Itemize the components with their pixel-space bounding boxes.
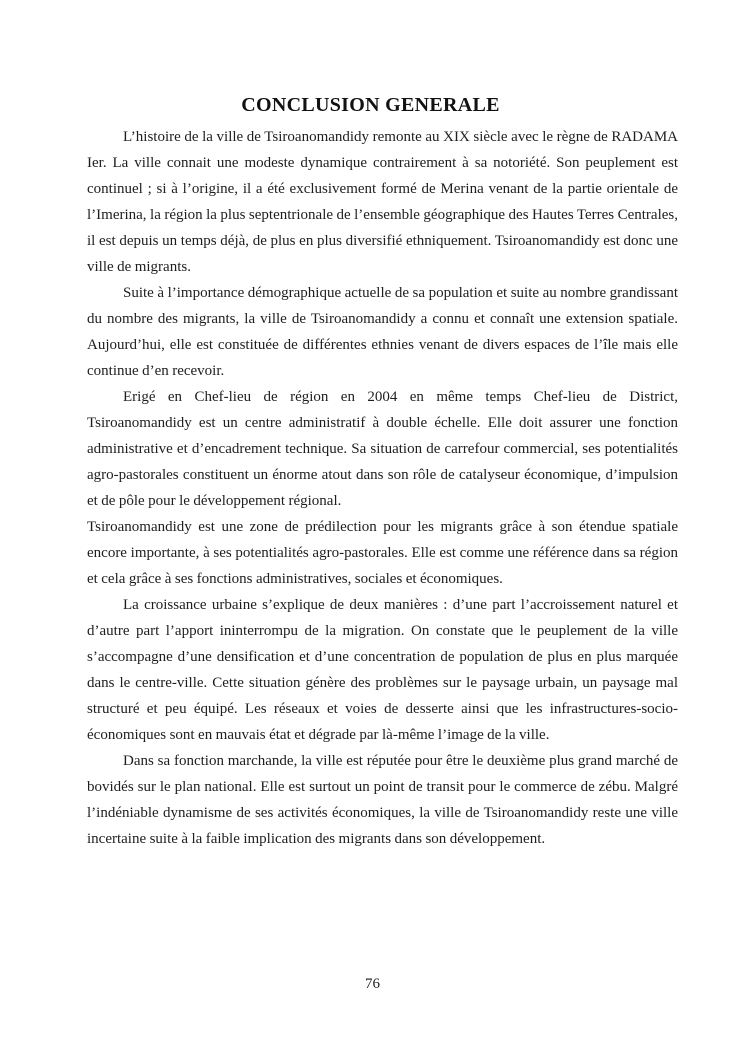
text-block <box>87 92 678 852</box>
page-number: 76 <box>365 976 380 992</box>
body-text <box>87 124 678 852</box>
paragraph: Dans sa fonction marchande, la ville est réputée pour être le deuxième plus grand marché de bovidés sur le plan national. Elle est surtout un point de transit pour le commerce de zébu. Malgré l’indéniable dynamisme de ses activités économiques, la ville de Tsiroanomandidy reste une ville incertaine suite à la faible implication des migrants dans son développement. <box>87 753 678 847</box>
paragraph: Suite à l’importance démographique actuelle de sa population et suite au nombre grandissant du nombre des migrants, la ville de Tsiroanomandidy a connu et connaît une extension spatiale. Aujourd’hui, elle est constituée de différentes ethnies venant de divers espaces de l’île mais elle continue d’en recevoir. <box>87 285 678 379</box>
page-title: CONCLUSION GENERALE <box>241 94 500 116</box>
paragraph: Tsiroanomandidy est une zone de prédilection pour les migrants grâce à son étendue spatiale encore importante, à ses potentialités agro-pastorales. Elle est comme une référence dans sa région et cela grâce à ses fonctions administratives, sociales et économiques. <box>87 519 678 587</box>
paragraph: Erigé en Chef-lieu de région en 2004 en même temps Chef-lieu de District, Tsiroanomandidy est un centre administratif à double échelle. Elle doit assurer une fonction administrative et d’encadrement technique. Sa situation de carrefour commercial, ses potentialités agro-pastorales constituent un énorme atout dans son rôle de catalyseur économique, d’impulsion et de pôle pour le développement régional. <box>87 389 678 509</box>
paragraph: La croissance urbaine s’explique de deux manières : d’une part l’accroissement naturel et d’autre part l’apport ininterrompu de la migration. On constate que le peuplement de la ville s’accompagne d’une densification et d’une concentration de population de plus en plus marquée dans le centre-ville. Cette situation génère des problèmes sur le paysage urbain, un paysage mal structuré et peu équipé. Les réseaux et voies de desserte ainsi que les infrastructures-socio-économiques sont en mauvais état et dégrade par là-même l’image de la ville. <box>87 597 678 743</box>
paragraph: L’histoire de la ville de Tsiroanomandidy remonte au XIX siècle avec le règne de RADAMA Ier. La ville connait une modeste dynamique contrairement à sa notoriété. Son peuplement est continuel ; si à l’origine, il a été exclusivement formé de Merina venant de la partie orientale de l’Imerina, la région la plus septentrionale de l’ensemble géographique des Hautes Terres Centrales, il est depuis un temps déjà, de plus en plus diversifié ethniquement. Tsiroanomandidy est donc une ville de migrants. <box>87 129 678 275</box>
